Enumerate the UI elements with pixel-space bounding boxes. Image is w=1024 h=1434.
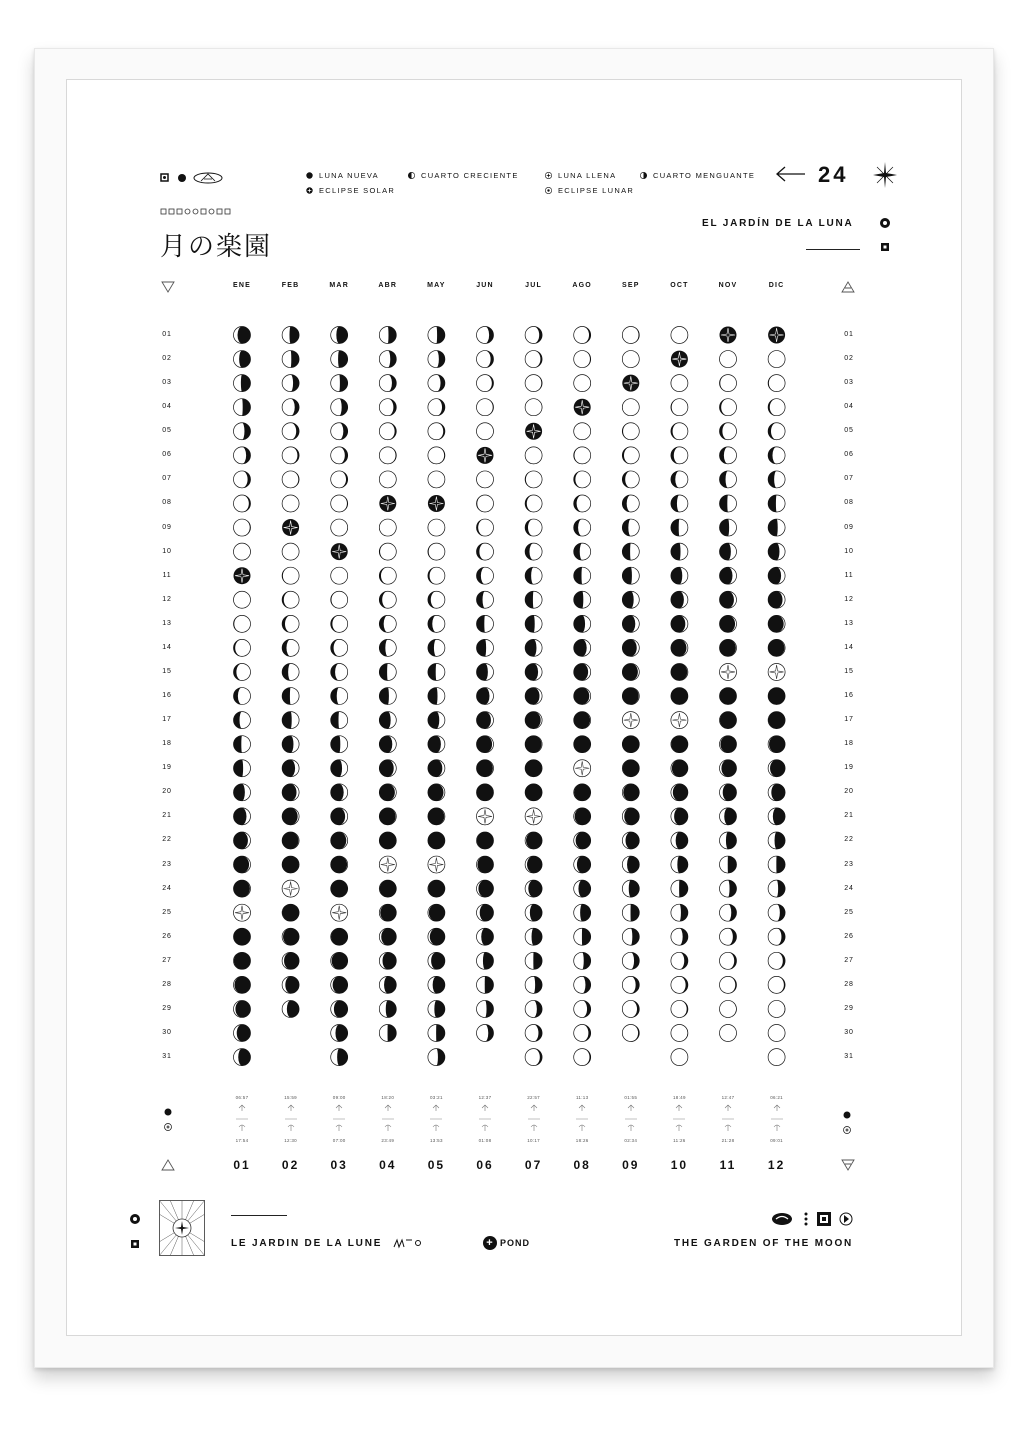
- day-label-right: 29: [844, 1004, 854, 1012]
- full-moon-time: 18:26: [575, 1138, 589, 1143]
- legend-first-quarter-label: CUARTO CRECIENTE: [421, 171, 519, 180]
- title-spanish: EL JARDÍN DE LA LUNA: [702, 218, 854, 229]
- new-moon-time: 06:57: [235, 1095, 249, 1100]
- day-label-left: 06: [162, 451, 172, 459]
- full-moon-time: 10:17: [527, 1138, 540, 1143]
- zodiac-mark-icon: [232, 1103, 252, 1139]
- day-label-left: 17: [162, 716, 172, 724]
- lunar-eclipse-icon: [545, 187, 552, 194]
- full-moon-time: 23:49: [381, 1138, 395, 1143]
- day-label-left: 30: [162, 1029, 172, 1037]
- legend-full-moon: [545, 171, 616, 180]
- day-label-left: 12: [162, 595, 172, 603]
- day-label-right: 20: [844, 788, 854, 796]
- day-label-left: 13: [162, 619, 172, 627]
- month-number-label: 02: [281, 1158, 300, 1172]
- day-label-right: 27: [844, 956, 854, 964]
- day-label-left: 27: [162, 956, 172, 964]
- full-moon-time: 21:28: [721, 1138, 735, 1143]
- day-label-right: 21: [844, 812, 854, 820]
- day-label-right: 10: [844, 547, 854, 555]
- full-moon-time: 01:08: [478, 1138, 492, 1143]
- triangle-up-bottom-icon: [161, 1159, 175, 1171]
- day-label-left: 31: [162, 1053, 172, 1061]
- month-number-label: 12: [767, 1158, 786, 1172]
- month-label: MAR: [329, 282, 349, 289]
- day-label-right: 05: [844, 427, 854, 435]
- month-label: JUN: [476, 282, 494, 289]
- day-label-right: 13: [844, 619, 854, 627]
- day-label-left: 25: [162, 908, 172, 916]
- day-label-right: 12: [844, 595, 854, 603]
- solar-eclipse-icon: [306, 187, 313, 194]
- month-number-label: 07: [524, 1158, 543, 1172]
- new-moon-time: 18:20: [381, 1095, 395, 1100]
- day-label-right: 03: [844, 379, 854, 387]
- legend-solar-eclipse-label: ECLIPSE SOLAR: [319, 186, 396, 195]
- bottom-right-phase-icons: [842, 1110, 852, 1136]
- day-label-left: 01: [162, 331, 172, 338]
- legend-full-moon-label: LUNA LLENA: [558, 171, 617, 180]
- footer-rule: [231, 1215, 287, 1216]
- month-label: SEP: [621, 282, 640, 289]
- full-moon-time: 12:30: [284, 1138, 297, 1143]
- footer-sunburst-emblem: [159, 1200, 205, 1256]
- title-side-icons: [879, 217, 891, 253]
- month-number-label: 09: [622, 1158, 640, 1172]
- day-label-left: 26: [162, 932, 172, 940]
- day-label-left: 29: [162, 1004, 172, 1012]
- day-label-left: 02: [162, 355, 172, 363]
- month-number-label: 11: [719, 1158, 737, 1172]
- footer-english-title: THE GARDEN OF THE MOON: [674, 1238, 854, 1249]
- new-moon-time: 18:49: [673, 1095, 686, 1100]
- legend-new-moon: [306, 171, 379, 180]
- month-label: MAY: [427, 282, 446, 289]
- full-moon-icon: [545, 172, 552, 179]
- full-moon-time: 17:54: [235, 1138, 249, 1143]
- day-label-right: 04: [844, 403, 854, 411]
- month-label: ENE: [233, 282, 251, 289]
- day-label-right: 14: [844, 643, 854, 651]
- zodiac-mark-icon: [378, 1103, 398, 1139]
- legend-new-moon-label: LUNA NUEVA: [319, 171, 379, 180]
- full-moon-time: 07:00: [332, 1138, 346, 1143]
- day-label-left: 03: [162, 379, 172, 387]
- day-label-left: 11: [162, 571, 172, 579]
- zodiac-mark-icon: [621, 1103, 641, 1139]
- last-quarter-icon: [640, 172, 647, 179]
- month-label: OCT: [670, 282, 689, 289]
- zodiac-mark-icon: [767, 1103, 787, 1139]
- day-label-right: 30: [844, 1029, 854, 1037]
- day-label-left: 14: [162, 643, 172, 651]
- bottom-left-phase-icons: [163, 1107, 173, 1133]
- day-label-left: 04: [162, 403, 172, 411]
- footer-brand-icons: [771, 1210, 855, 1228]
- legend-first-quarter: [408, 171, 519, 180]
- month-label: DIC: [768, 282, 785, 289]
- new-moon-time: 03:21: [430, 1095, 443, 1100]
- day-label-left: 24: [162, 884, 172, 892]
- day-label-left: 20: [162, 788, 172, 796]
- month-number-label: 04: [379, 1158, 397, 1172]
- first-quarter-icon: [408, 172, 415, 179]
- legend-last-quarter-label: CUARTO MENGUANTE: [653, 171, 756, 180]
- day-label-right: 26: [844, 932, 854, 940]
- day-label-right: 31: [844, 1053, 854, 1061]
- footer-waves-icon: [393, 1237, 423, 1249]
- legend-lunar-eclipse-label: ECLIPSE LUNAR: [558, 186, 635, 195]
- zodiac-mark-icon: [524, 1103, 544, 1139]
- day-label-right: 01: [844, 331, 854, 338]
- day-label-right: 18: [844, 740, 854, 748]
- month-label: AGO: [572, 282, 592, 289]
- month-number-label: 03: [330, 1158, 348, 1172]
- day-label-left: 21: [162, 812, 172, 820]
- day-label-left: 18: [162, 740, 172, 748]
- day-label-left: 23: [162, 860, 172, 868]
- day-label-right: 28: [844, 980, 854, 988]
- full-moon-time: 09:01: [770, 1138, 783, 1143]
- zodiac-mark-icon: [426, 1103, 446, 1139]
- month-label: NOV: [718, 282, 738, 289]
- day-label-left: 19: [162, 764, 172, 772]
- day-label-right: 06: [844, 451, 854, 459]
- month-number-label: 08: [573, 1158, 591, 1172]
- day-label-left: 16: [162, 692, 172, 700]
- day-label-right: 25: [844, 908, 854, 916]
- day-label-right: 23: [844, 860, 854, 868]
- day-label-right: 15: [844, 667, 854, 675]
- footer-left-icons: [129, 1213, 141, 1251]
- full-moon-time: 13:53: [430, 1138, 443, 1143]
- zodiac-mark-icon: [329, 1103, 349, 1139]
- zodiac-mark-icon: [475, 1103, 495, 1139]
- zodiac-mark-icon: [572, 1103, 592, 1139]
- triangle-up-icon: [841, 281, 855, 293]
- day-label-left: 22: [162, 836, 172, 844]
- glyph-strip-icon: [160, 208, 236, 215]
- pond-plus-icon: +: [483, 1236, 497, 1250]
- day-label-left: 09: [162, 523, 172, 531]
- new-moon-time: 12:47: [721, 1095, 735, 1100]
- triangle-down-icon: [161, 281, 175, 293]
- new-moon-icon: [306, 172, 313, 179]
- new-moon-time: 11:13: [575, 1095, 589, 1100]
- pond-brand-label: POND: [500, 1238, 531, 1248]
- full-moon-time: 02:34: [624, 1138, 638, 1143]
- day-label-right: 16: [844, 692, 854, 700]
- arrow-left-icon: [775, 166, 807, 182]
- day-label-left: 05: [162, 427, 172, 435]
- legend-solar-eclipse: [306, 186, 395, 195]
- footer-french-title: LE JARDIN DE LA LUNE: [231, 1238, 383, 1249]
- month-number-label: 05: [427, 1158, 446, 1172]
- month-number-label: 06: [476, 1158, 494, 1172]
- day-label-right: 17: [844, 716, 854, 724]
- day-label-left: 28: [162, 980, 172, 988]
- new-moon-time: 15:59: [284, 1095, 297, 1100]
- day-label-right: 02: [844, 355, 854, 363]
- triangle-down-bottom-icon: [841, 1159, 855, 1171]
- new-moon-time: 06:21: [770, 1095, 783, 1100]
- day-label-left: 10: [162, 547, 172, 555]
- legend-lunar-eclipse: [545, 186, 634, 195]
- day-label-left: 15: [162, 667, 172, 675]
- zodiac-mark-icon: [669, 1103, 689, 1139]
- poster-paper: [66, 79, 962, 1336]
- new-moon-time: 22:57: [527, 1095, 540, 1100]
- zodiac-mark-icon: [718, 1103, 738, 1139]
- header-logo-icons: [160, 172, 230, 184]
- month-number-label: 10: [670, 1158, 689, 1172]
- month-label: JUL: [525, 282, 542, 289]
- day-label-right: 11: [844, 571, 854, 579]
- day-label-right: 09: [844, 523, 854, 531]
- title-rule: [806, 249, 860, 250]
- day-label-left: 07: [162, 475, 172, 483]
- japanese-title: 月の楽園: [160, 232, 273, 262]
- day-label-right: 24: [844, 884, 854, 892]
- day-label-right: 07: [844, 475, 854, 483]
- new-moon-time: 12:37: [478, 1095, 492, 1100]
- day-label-left: 08: [162, 499, 172, 507]
- day-label-right: 19: [844, 764, 854, 772]
- day-label-right: 08: [844, 499, 854, 507]
- sparkle-star-icon: [872, 162, 898, 188]
- month-number-label: 01: [233, 1158, 251, 1172]
- pond-brand-logo: [483, 1236, 530, 1250]
- new-moon-time: 01:55: [624, 1095, 638, 1100]
- legend-last-quarter: [640, 171, 755, 180]
- year-label: 24: [818, 162, 849, 187]
- new-moon-time: 09:00: [332, 1095, 346, 1100]
- day-label-right: 22: [844, 836, 854, 844]
- month-label: ABR: [378, 282, 398, 289]
- zodiac-mark-icon: [281, 1103, 301, 1139]
- month-label: FEB: [281, 282, 300, 289]
- full-moon-time: 11:26: [673, 1138, 686, 1143]
